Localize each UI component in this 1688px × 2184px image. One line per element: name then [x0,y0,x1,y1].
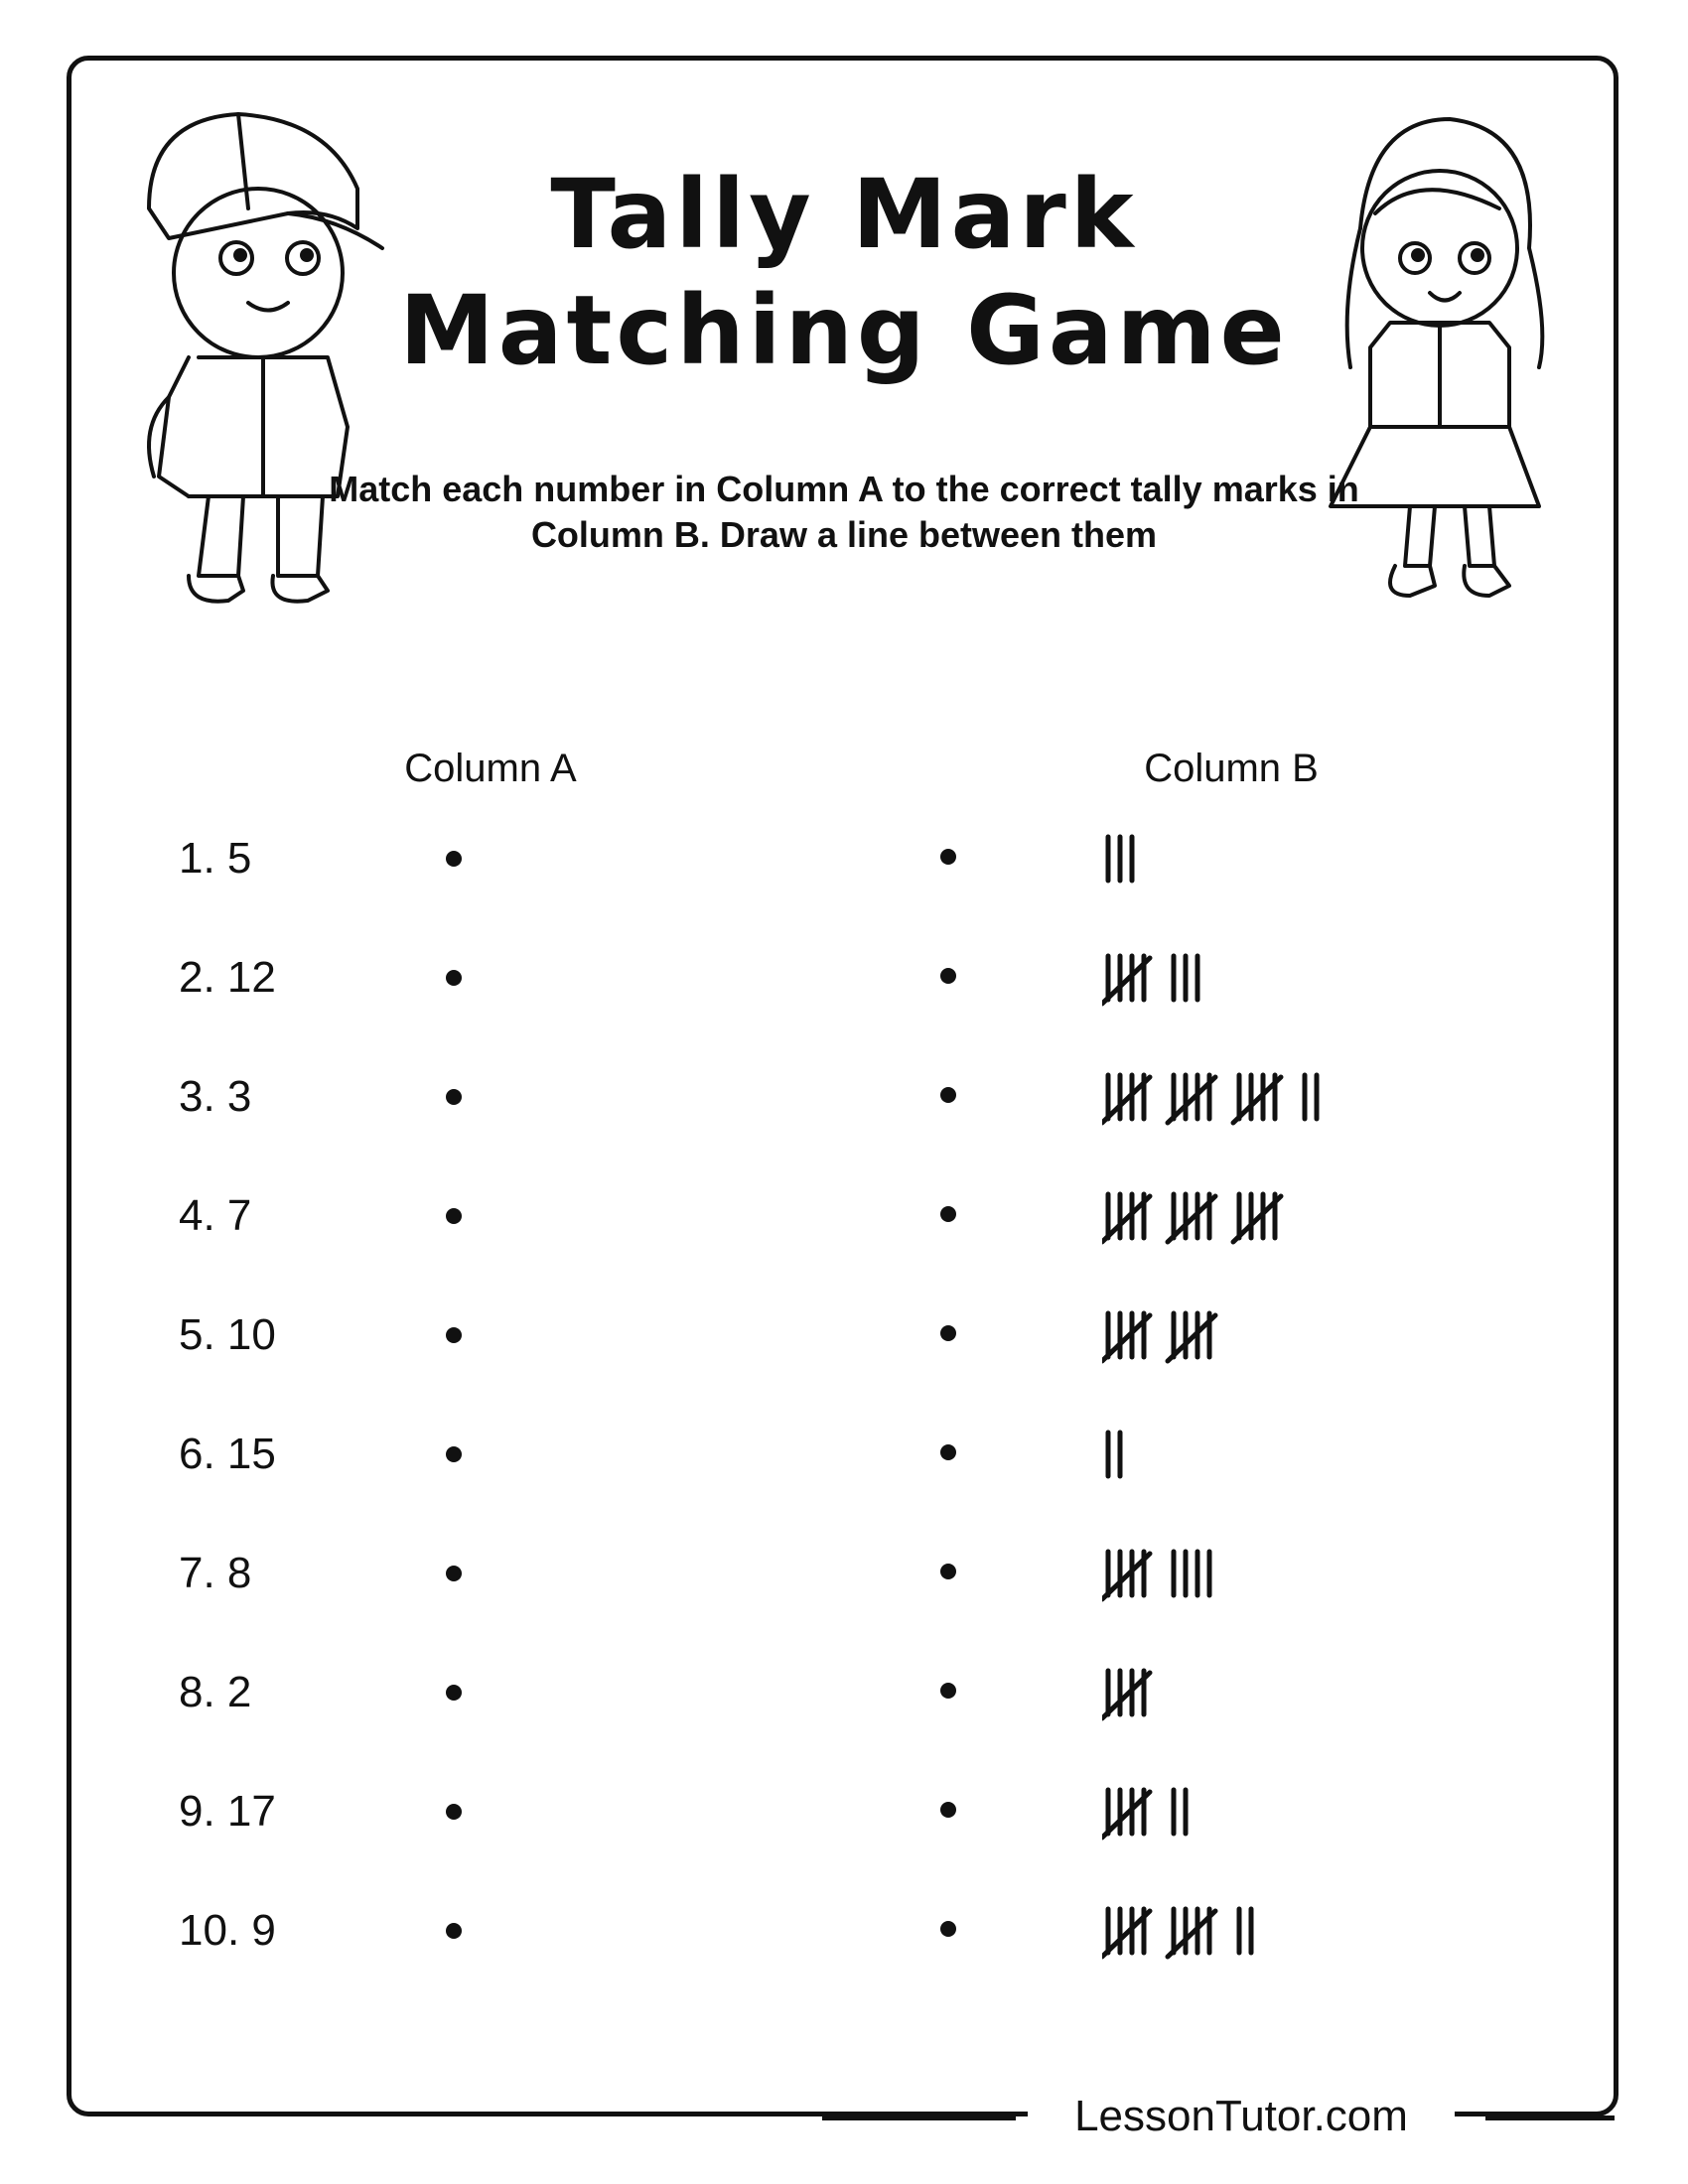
column-b-tally-1 [1102,829,1420,898]
column-b-tally-3 [1102,1067,1420,1137]
column-b-dot-10[interactable] [940,1921,956,1937]
column-b-dot-9[interactable] [940,1802,956,1818]
column-a-dot-1[interactable] [446,851,462,867]
column-b-tally-9 [1102,1782,1420,1851]
column-b-dot-5[interactable] [940,1325,956,1341]
column-b-dot-3[interactable] [940,1087,956,1103]
column-a-item-4: 4. 7 [179,1191,252,1240]
column-a-item-9: 9. 17 [179,1787,276,1836]
column-a-item-8: 8. 2 [179,1668,252,1716]
column-a-dot-10[interactable] [446,1923,462,1939]
column-a-dot-2[interactable] [446,970,462,986]
column-b-dot-7[interactable] [940,1564,956,1579]
title-line-1: Tally Mark [550,159,1138,270]
column-a-header: Column A [404,747,577,790]
column-b-header: Column B [1144,747,1319,790]
column-a-item-2: 2. 12 [179,953,276,1002]
column-b-tally-8 [1102,1663,1420,1732]
column-a-dot-5[interactable] [446,1327,462,1343]
column-b-dot-4[interactable] [940,1206,956,1222]
instructions: Match each number in Column A to the correct tally marks in Column B. Draw a line between them [329,469,1359,555]
footer-line-left [822,2116,1016,2120]
column-a-dot-7[interactable] [446,1566,462,1581]
column-b-tally-10 [1102,1901,1420,1971]
footer-site: LessonTutor.com [1028,2089,1455,2144]
column-a-dot-3[interactable] [446,1089,462,1105]
column-a-item-1: 1. 5 [179,834,252,883]
column-a-item-5: 5. 10 [179,1310,276,1359]
column-b-tally-6 [1102,1425,1420,1494]
column-b-tally-2 [1102,948,1420,1018]
column-b-tally-5 [1102,1305,1420,1375]
column-a-item-6: 6. 15 [179,1430,276,1478]
column-b-dot-6[interactable] [940,1444,956,1460]
column-b-tally-7 [1102,1544,1420,1613]
column-a-item-7: 7. 8 [179,1549,252,1597]
title-line-2: Matching Game [399,275,1289,386]
column-b-tally-4 [1102,1186,1420,1256]
column-a-dot-6[interactable] [446,1446,462,1462]
column-a-dot-4[interactable] [446,1208,462,1224]
column-a-dot-8[interactable] [446,1685,462,1701]
column-b-dot-1[interactable] [940,849,956,865]
column-a-item-3: 3. 3 [179,1072,252,1121]
column-b-dot-8[interactable] [940,1683,956,1699]
column-a-dot-9[interactable] [446,1804,462,1820]
column-b-dot-2[interactable] [940,968,956,984]
column-a-item-10: 10. 9 [179,1906,276,1955]
footer-line-right [1485,2116,1615,2120]
